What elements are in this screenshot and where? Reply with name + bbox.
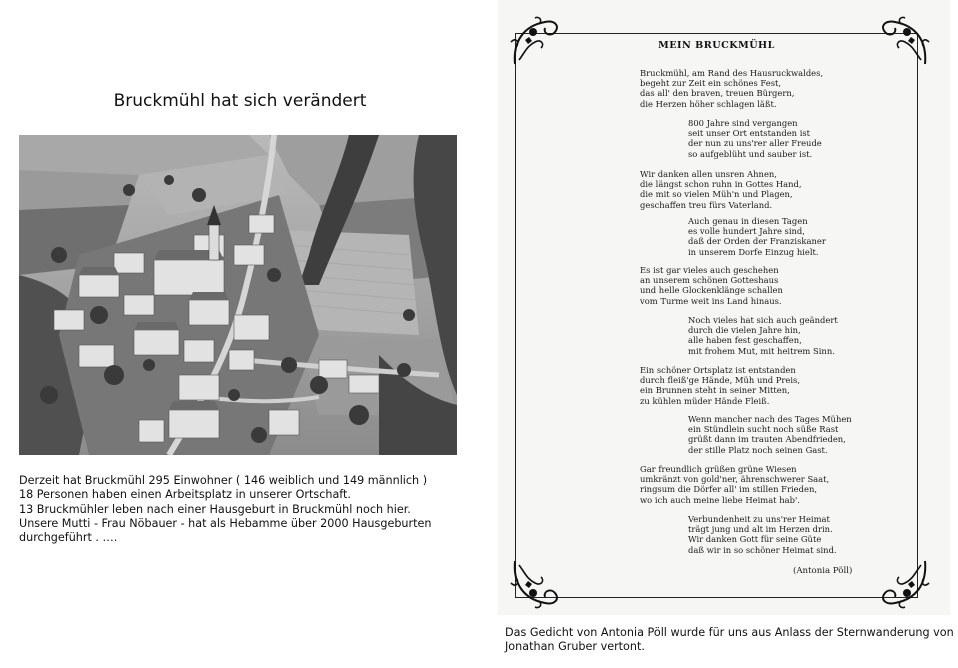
poem-line: Wir danken Gott für seine Güte (688, 534, 822, 545)
poem-title: MEIN BRUCKMÜHL (658, 40, 775, 51)
poem-stanza (688, 118, 822, 159)
poem-line: durch fleiß'ge Hände, Müh und Preis, (640, 375, 801, 386)
fact-line: 13 Bruckmühler leben nach einer Hausgeburt in Bruckmühl noch hier. (19, 502, 411, 516)
aerial-village-photo (19, 135, 457, 455)
poem-line: Gar freundlich grüßen grüne Wiesen (640, 464, 797, 474)
poem-stanza (640, 365, 800, 406)
poem-line: seit unser Ort entstanden ist (688, 128, 811, 139)
poem-line: so aufgeblüht und sauber ist. (688, 148, 813, 159)
poem-line: vom Turme weit ins Land hinaus. (640, 295, 782, 306)
poem-stanza (688, 216, 826, 257)
poem-line: trägt jung und alt im Herzen drin. (688, 524, 833, 535)
poem-author: (Antonia Pöll) (793, 566, 853, 576)
poem-stanza (688, 315, 838, 356)
poem-line: 800 Jahre sind vergangen (688, 118, 798, 128)
poem-line: Wir danken allen unsren Ahnen, (640, 169, 777, 179)
poem-line: der stille Platz noch seinen Gast. (688, 444, 828, 455)
poem-line: zu kühlen müder Hände Fleiß. (640, 395, 770, 406)
poem-stanza (640, 68, 823, 109)
poem-stanza (640, 265, 783, 306)
poem-line: Verbundenheit zu uns'rer Heimat (688, 514, 830, 524)
poem-line: Noch vieles hat sich auch geändert (688, 315, 838, 325)
poem-line: alle haben fest geschaffen, (688, 335, 802, 346)
fact-line: Unsere Mutti - Frau Nöbauer - hat als Hebamme über 2000 Hausgeburten (19, 516, 432, 530)
village-facts (19, 474, 459, 545)
poem-caption (505, 626, 954, 653)
caption-line: Jonathan Gruber vertont. (505, 639, 645, 653)
poem-line: mit frohem Mut, mit heitrem Sinn. (688, 345, 835, 356)
poem-line: in unserem Dorfe Einzug hielt. (688, 246, 819, 257)
fact-line: 18 Personen haben einen Arbeitsplatz in unserer Ortschaft. (19, 488, 351, 502)
corner-ornament-icon (505, 553, 565, 613)
poem-stanza (688, 514, 837, 555)
poem-line: durch die vielen Jahre hin, (688, 325, 801, 336)
fact-line: Derzeit hat Bruckmühl 295 Einwohner ( 146 weiblich und 149 männlich ) (19, 474, 428, 487)
poem-line: daß wir in so schöner Heimat sind. (688, 544, 837, 555)
poem-line: Bruckmühl, am Rand des Hausruckwaldes, (640, 68, 824, 78)
corner-ornament-icon (875, 553, 935, 613)
page-title: Bruckmühl hat sich verändert (113, 91, 367, 111)
poem-line: Es ist gar vieles auch geschehen (640, 265, 779, 275)
poem-stanza (640, 169, 802, 210)
poem-stanza (688, 414, 852, 455)
poem-line: die längst schon ruhn in Gottes Hand, (640, 179, 802, 190)
poem-line: Auch genau in diesen Tagen (688, 216, 808, 226)
poem-line: es volle hundert Jahre sind, (688, 226, 805, 237)
poem-line: der nun zu uns'rer aller Freude (688, 138, 822, 149)
poem-line: begeht zur Zeit ein schönes Fest, (640, 78, 782, 89)
poem-line: Wenn mancher nach des Tages Mühen (688, 414, 852, 424)
poem-line: daß der Orden der Franziskaner (688, 236, 826, 247)
poem-line: wo ich auch meine liebe Heimat hab'. (640, 494, 800, 505)
poem-line: die Herzen höher schlagen läßt. (640, 98, 777, 109)
poem-line: an unserem schönen Gotteshaus (640, 275, 779, 286)
poem-line: ein Stündlein sucht noch süße Rast (688, 424, 839, 435)
poem-line: und helle Glockenklänge schallen (640, 285, 783, 296)
poem-line: grüßt dann im trauten Abendfrieden, (688, 434, 846, 445)
poem-line: Ein schöner Ortsplatz ist entstanden (640, 365, 796, 375)
poem-line: ein Brunnen steht in seiner Mitten, (640, 385, 790, 396)
fact-line: durchgeführt . …. (19, 531, 118, 545)
poem-line: das all' den braven, treuen Bürgern, (640, 88, 795, 99)
poem-line: geschaffen treu fürs Vaterland. (640, 199, 773, 210)
poem-line: ringsum die Dörfer all' im stillen Frieden, (640, 484, 818, 495)
poem-stanza (640, 464, 829, 505)
caption-line: Das Gedicht von Antonia Pöll wurde für uns aus Anlass der Sternwanderung von (505, 626, 954, 639)
poem-line: die mit so vielen Müh'n und Plagen, (640, 189, 793, 200)
poem-line: umkränzt von gold'ner, ährenschwerer Saat, (640, 474, 830, 485)
